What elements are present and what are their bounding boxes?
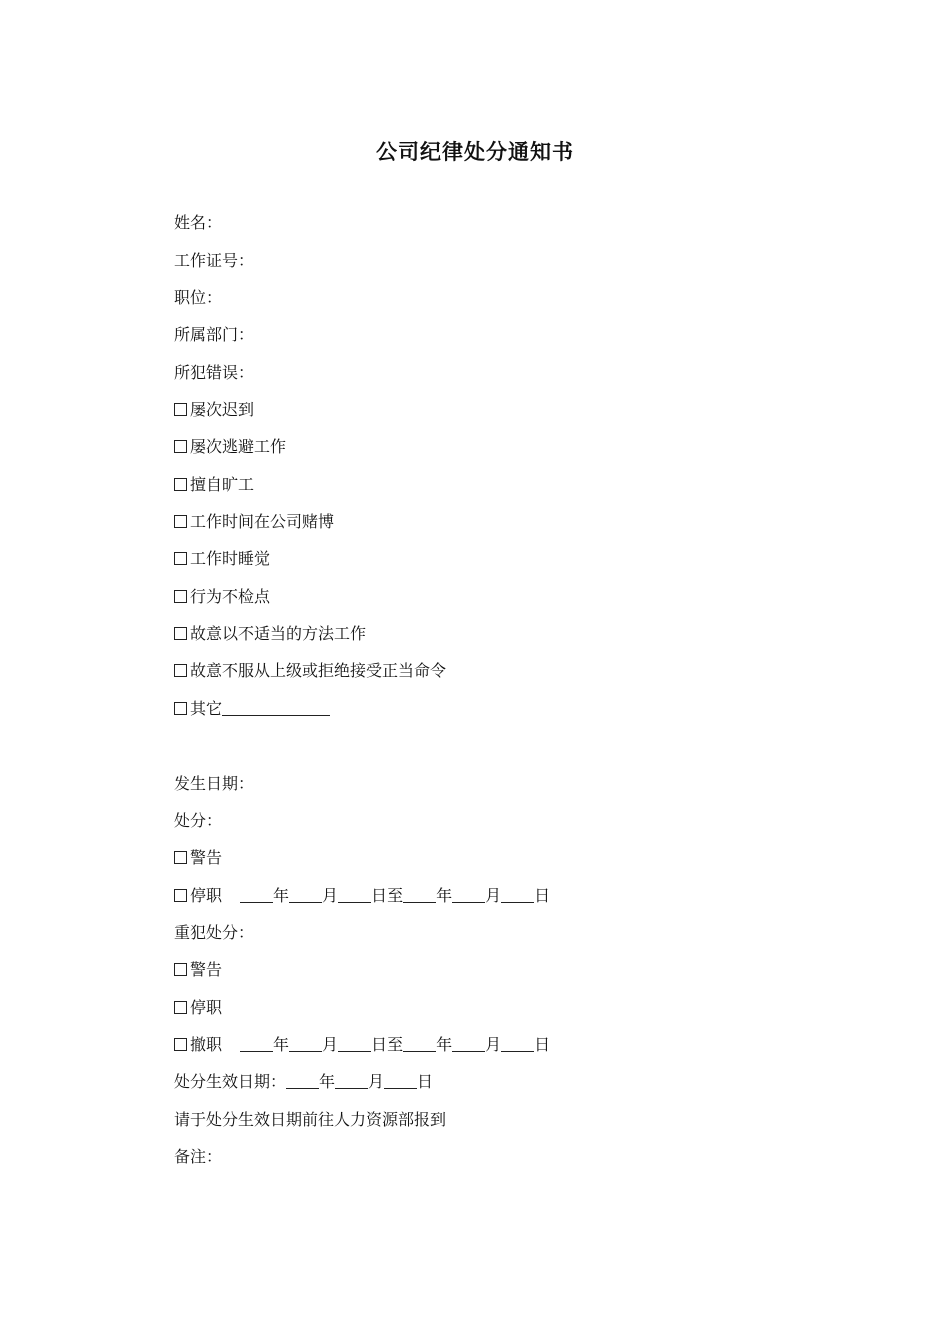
error-option-improper-method[interactable]: 故意以不适当的方法工作 — [174, 623, 366, 645]
checkbox[interactable] — [174, 851, 187, 864]
checkbox[interactable] — [174, 889, 187, 902]
blank-line[interactable] — [338, 887, 371, 903]
error-option-sleeping[interactable]: 工作时睡觉 — [174, 548, 270, 570]
blank-line[interactable] — [240, 887, 273, 903]
checkbox[interactable] — [174, 590, 187, 603]
checkbox[interactable] — [174, 515, 187, 528]
checkbox[interactable] — [174, 664, 187, 677]
blank-line[interactable] — [289, 887, 322, 903]
blank-line[interactable] — [338, 1036, 371, 1052]
checkbox[interactable] — [174, 552, 187, 565]
blank-line[interactable] — [384, 1073, 417, 1089]
repeat-penalty-option-suspension[interactable]: 停职 — [174, 997, 222, 1019]
checkbox[interactable] — [174, 627, 187, 640]
blank-line[interactable] — [501, 887, 534, 903]
checkbox[interactable] — [174, 702, 187, 715]
name-field-label: 姓名： — [174, 213, 223, 232]
position-field-label: 职位： — [174, 288, 223, 307]
blank-line[interactable] — [335, 1073, 368, 1089]
penalty-label: 处分： — [174, 811, 223, 830]
error-option-insubordination[interactable]: 故意不服从上级或拒绝接受正当命令 — [174, 660, 446, 682]
error-option-misconduct[interactable]: 行为不检点 — [174, 586, 270, 608]
blank-line[interactable] — [289, 1036, 322, 1052]
blank-line[interactable] — [240, 1036, 273, 1052]
checkbox[interactable] — [174, 1001, 187, 1014]
error-option-absent[interactable]: 擅自旷工 — [174, 474, 254, 496]
repeat-penalty-label: 重犯处分： — [174, 923, 255, 942]
employee-id-field-label: 工作证号： — [174, 251, 255, 270]
repeat-penalty-option-dismissal[interactable]: 撤职 年 月 日至 年 月 日 — [174, 1034, 550, 1056]
error-option-other[interactable]: 其它 — [174, 698, 330, 720]
errors-label: 所犯错误： — [174, 363, 255, 382]
blank-line[interactable] — [452, 887, 485, 903]
error-option-gambling[interactable]: 工作时间在公司赌博 — [174, 511, 334, 533]
other-blank-line[interactable] — [222, 700, 330, 716]
report-notice: 请于处分生效日期前往人力资源部报到 — [174, 1110, 447, 1129]
error-option-late[interactable]: 屡次迟到 — [174, 399, 254, 421]
remarks-label: 备注： — [174, 1147, 223, 1166]
blank-line[interactable] — [452, 1036, 485, 1052]
repeat-penalty-option-warning[interactable]: 警告 — [174, 959, 222, 981]
checkbox[interactable] — [174, 440, 187, 453]
penalty-option-suspension[interactable]: 停职 年 月 日至 年 月 日 — [174, 885, 550, 907]
blank-line[interactable] — [403, 1036, 436, 1052]
page-title: 公司纪律处分通知书 — [376, 140, 574, 164]
blank-line[interactable] — [403, 887, 436, 903]
effective-date-row: 处分生效日期： 年 月 日 — [174, 1072, 434, 1091]
checkbox[interactable] — [174, 403, 187, 416]
blank-line[interactable] — [286, 1073, 319, 1089]
occurrence-date-label: 发生日期： — [174, 774, 255, 793]
checkbox[interactable] — [174, 1038, 187, 1051]
checkbox[interactable] — [174, 478, 187, 491]
department-field-label: 所属部门： — [174, 325, 255, 344]
penalty-option-warning[interactable]: 警告 — [174, 847, 222, 869]
error-option-avoid-work[interactable]: 屡次逃避工作 — [174, 436, 286, 458]
checkbox[interactable] — [174, 963, 187, 976]
blank-line[interactable] — [501, 1036, 534, 1052]
